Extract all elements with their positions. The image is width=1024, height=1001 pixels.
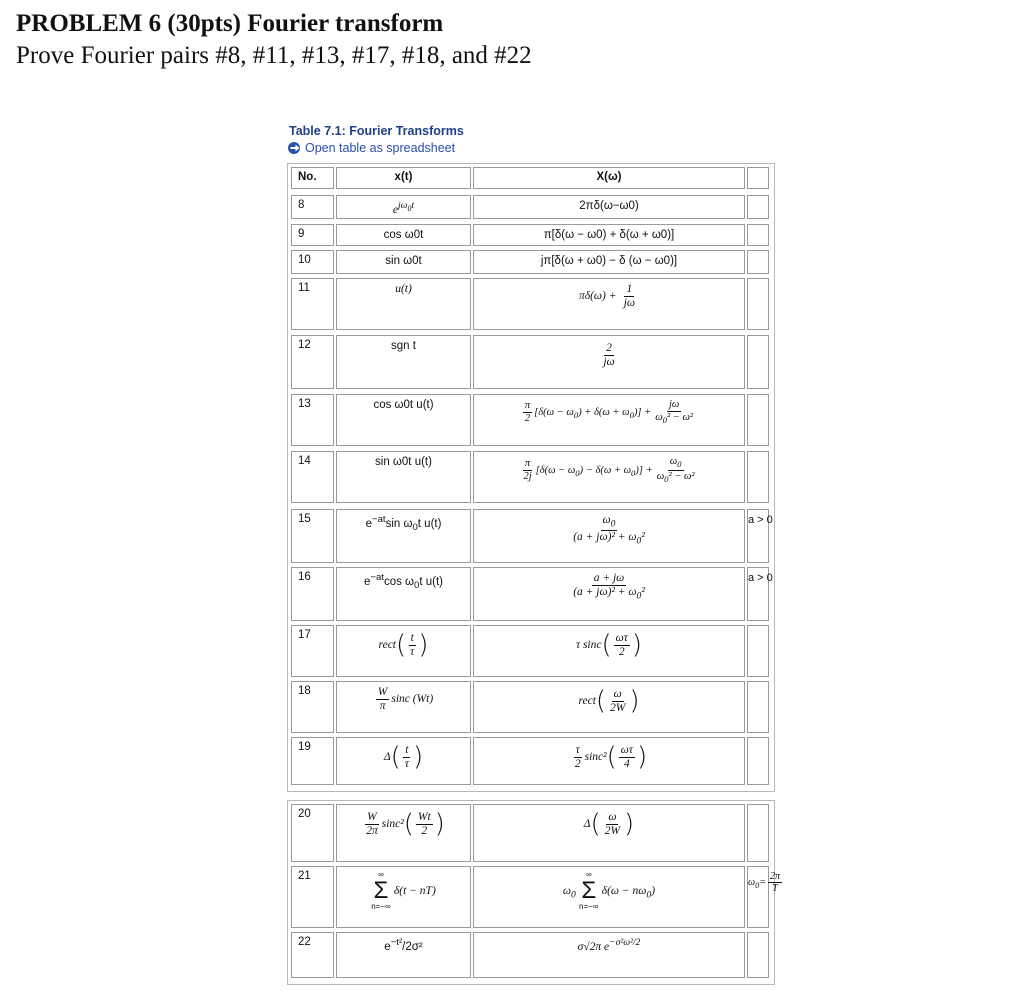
row-21-cond: $\omega_0=$ $\frac{2\pi}{T}$ bbox=[747, 866, 769, 928]
row-11-xw: πδ(ω) + $\frac{1}{j\omega}$ bbox=[473, 278, 745, 330]
row-15-xw: $\frac{\omega_0}{(a + j\omega)^2 + \omega_0^2}$ bbox=[473, 509, 745, 563]
row-9-xt: cos ω0t bbox=[336, 224, 471, 246]
row-13-xt: cos ω0t u(t) bbox=[336, 394, 471, 446]
row-10-no: 10 bbox=[291, 250, 334, 274]
row-21-xw: $\omega_0$ ∞ Σ n=−∞ $\delta(\omega - n\omega_0)$ bbox=[473, 866, 745, 928]
row-18-xw: rect( $\frac{\omega}{2W}$ ) bbox=[473, 681, 745, 733]
row-11-xt: u(t) bbox=[336, 278, 471, 330]
row-14-xw: $\frac{\pi}{2j}$ $[\delta(\omega - \omega_0) - \delta(\omega + \omega_0)]$ + $\frac{\omega_0}{\omega_0^2 - \omega^2}$ bbox=[473, 451, 745, 503]
row-22-xw: σ√2π $e^{-\sigma^2\omega^2/2}$ bbox=[473, 932, 745, 978]
row-18-cond bbox=[747, 681, 769, 733]
row-13-no: 13 bbox=[291, 394, 334, 446]
row-16-xw: $\frac{a + j\omega}{(a + j\omega)^2 + \omega_0^2}$ bbox=[473, 567, 745, 621]
header-cond bbox=[747, 167, 769, 189]
row-18-xt: $\frac{W}{\pi}$ sinc (Wt) bbox=[336, 681, 471, 733]
row-19-xw: $\frac{\tau}{2}$ sinc²( $\frac{\omega\tau}{4}$ ) bbox=[473, 737, 745, 785]
row-13-xw: $\frac{\pi}{2}$ $[\delta(\omega - \omega_0) + \delta(\omega + \omega_0)]$ + $\frac{j\omega}{\omega_0^2 - \omega^2}$ bbox=[473, 394, 745, 446]
row-22-no: 22 bbox=[291, 932, 334, 978]
row-13-cond bbox=[747, 394, 769, 446]
row-22-xt: $e^{-t^2}/2\sigma^2$ bbox=[336, 932, 471, 978]
problem-title: PROBLEM 6 (30pts) Fourier transform bbox=[16, 10, 444, 37]
row-15-cond: a > 0 bbox=[747, 509, 769, 563]
row-17-xt: rect( $\frac{t}{\tau}$ ) bbox=[336, 625, 471, 677]
header-no: No. bbox=[291, 167, 334, 189]
row-19-cond bbox=[747, 737, 769, 785]
row-12-cond bbox=[747, 335, 769, 389]
row-12-no: 12 bbox=[291, 335, 334, 389]
row-20-cond bbox=[747, 804, 769, 862]
row-12-xt: sgn t bbox=[336, 335, 471, 389]
row-17-xw: τ sinc( $\frac{\omega\tau}{2}$ ) bbox=[473, 625, 745, 677]
row-8-xw: 2πδ(ω−ω0) bbox=[473, 195, 745, 219]
row-20-no: 20 bbox=[291, 804, 334, 862]
row-15-xt: $e^{-at}\sin$ $\omega_0t$ u(t) bbox=[336, 509, 471, 563]
row-19-no: 19 bbox=[291, 737, 334, 785]
row-10-xt: sin ω0t bbox=[336, 250, 471, 274]
row-18-no: 18 bbox=[291, 681, 334, 733]
row-12-xw: $\frac{2}{j\omega}$ bbox=[473, 335, 745, 389]
row-9-no: 9 bbox=[291, 224, 334, 246]
row-8-xt: $e^{j\omega_0t}$ bbox=[336, 195, 471, 219]
table-caption: Table 7.1: Fourier Transforms bbox=[289, 124, 464, 138]
row-17-no: 17 bbox=[291, 625, 334, 677]
row-8-cond bbox=[747, 195, 769, 219]
row-9-xw: π[δ(ω − ω0) + δ(ω + ω0)] bbox=[473, 224, 745, 246]
header-xw: X(ω) bbox=[473, 167, 745, 189]
row-17-cond bbox=[747, 625, 769, 677]
row-14-no: 14 bbox=[291, 451, 334, 503]
header-xt: x(t) bbox=[336, 167, 471, 189]
row-15-no: 15 bbox=[291, 509, 334, 563]
row-20-xt: $\frac{W}{2\pi}$ sinc²( $\frac{Wt}{2}$ ) bbox=[336, 804, 471, 862]
row-20-xw: Δ( $\frac{\omega}{2W}$ ) bbox=[473, 804, 745, 862]
row-14-cond bbox=[747, 451, 769, 503]
row-11-cond bbox=[747, 278, 769, 330]
row-22-cond bbox=[747, 932, 769, 978]
row-16-xt: $e^{-at}\cos$ $\omega_0t$ u(t) bbox=[336, 567, 471, 621]
row-14-xt: sin ω0t u(t) bbox=[336, 451, 471, 503]
row-10-xw: jπ[δ(ω + ω0) − δ (ω − ω0)] bbox=[473, 250, 745, 274]
row-11-no: 11 bbox=[291, 278, 334, 330]
row-16-cond: a > 0 bbox=[747, 567, 769, 621]
row-10-cond bbox=[747, 250, 769, 274]
open-spreadsheet-link[interactable] bbox=[288, 141, 455, 155]
row-9-cond bbox=[747, 224, 769, 246]
row-21-xt: ∞ Σ n=−∞ δ(t − nT) bbox=[336, 866, 471, 928]
row-19-xt: Δ( $\frac{t}{\tau}$ ) bbox=[336, 737, 471, 785]
row-8-no: 8 bbox=[291, 195, 334, 219]
row-21-no: 21 bbox=[291, 866, 334, 928]
open-spreadsheet-label: Open table as spreadsheet bbox=[305, 141, 456, 155]
row-16-no: 16 bbox=[291, 567, 334, 621]
problem-subtitle: Prove Fourier pairs #8, #11, #13, #17, #18, and #22 bbox=[16, 42, 532, 69]
arrow-right-icon bbox=[288, 142, 302, 154]
